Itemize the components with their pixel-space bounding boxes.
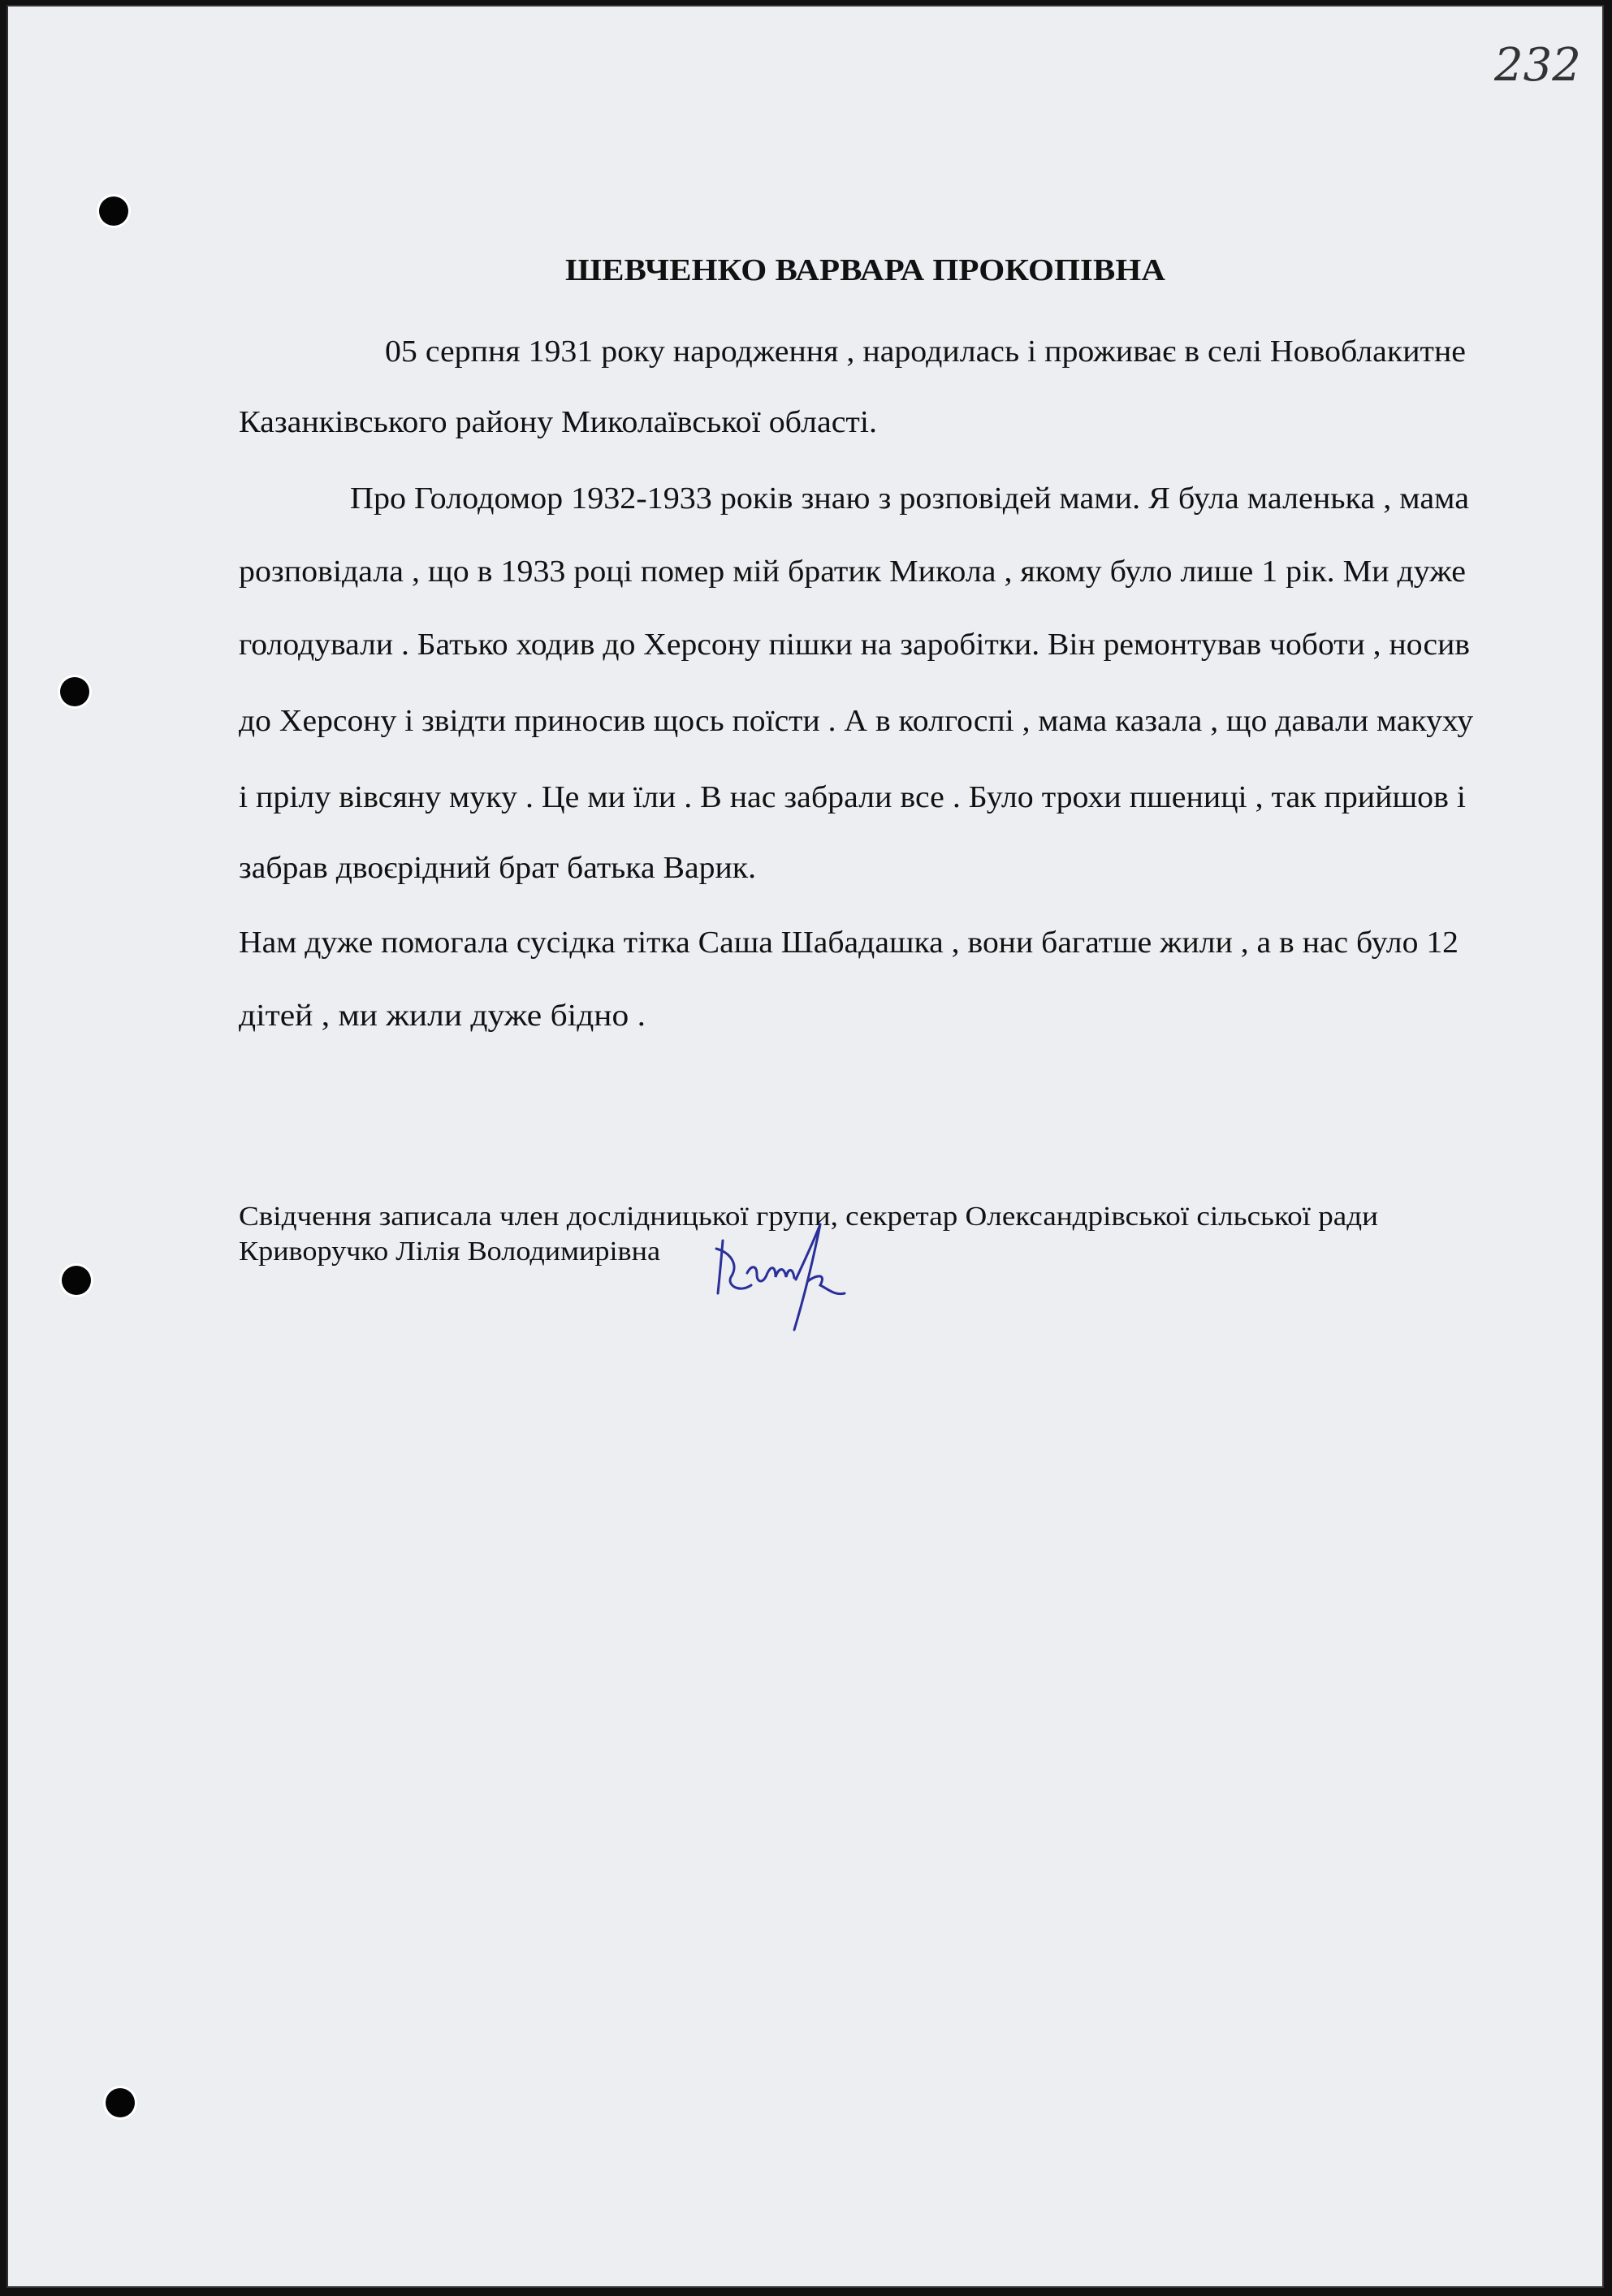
body-line: 05 серпня 1931 року народження , народилась і проживає в селі Новоблакитне [385,334,1466,369]
punch-hole [106,2088,135,2117]
footer-line: Криворучко Лілія Володимирівна [239,1236,660,1267]
signature [707,1216,885,1338]
body-line: Нам дуже помогала сусідка тітка Саша Шабадашка , вони багатше жили , а в нас було 12 [239,926,1459,960]
body-line: і прілу вівсяну муку . Це ми їли . В нас забрали все . Було трохи пшениці , так прийшов і [239,780,1466,814]
body-line: Казанківського району Миколаївської області. [239,405,877,439]
punch-hole [62,1266,91,1295]
body-line: Про Голодомор 1932-1933 років знаю з розповідей мами. Я була маленька , мама [350,481,1469,516]
page-number: 232 [1494,39,1581,92]
punch-hole [99,196,128,226]
body-line: дітей , ми жили дуже бідно . [239,999,646,1033]
body-line: забрав двоєрідний брат батька Варик. [239,851,756,885]
document-title: ШЕВЧЕНКО ВАРВАРА ПРОКОПІВНА [565,253,1165,287]
body-line: розповідала , що в 1933 році помер мій братик Микола , якому було лише 1 рік. Ми дуже [239,555,1466,589]
footer-line: Свідчення записала член дослідницької групи, секретар Олександрівської сільської ради [239,1202,1378,1232]
document-page [6,5,1604,2288]
body-line: голодували . Батько ходив до Херсону пішки на заробітки. Він ремонтував чоботи , носив [239,628,1471,662]
body-line: до Херсону і звідти приносив щось поїсти . А в колгоспі , мама казала , що давали макуху [239,704,1473,738]
punch-hole [60,677,89,706]
